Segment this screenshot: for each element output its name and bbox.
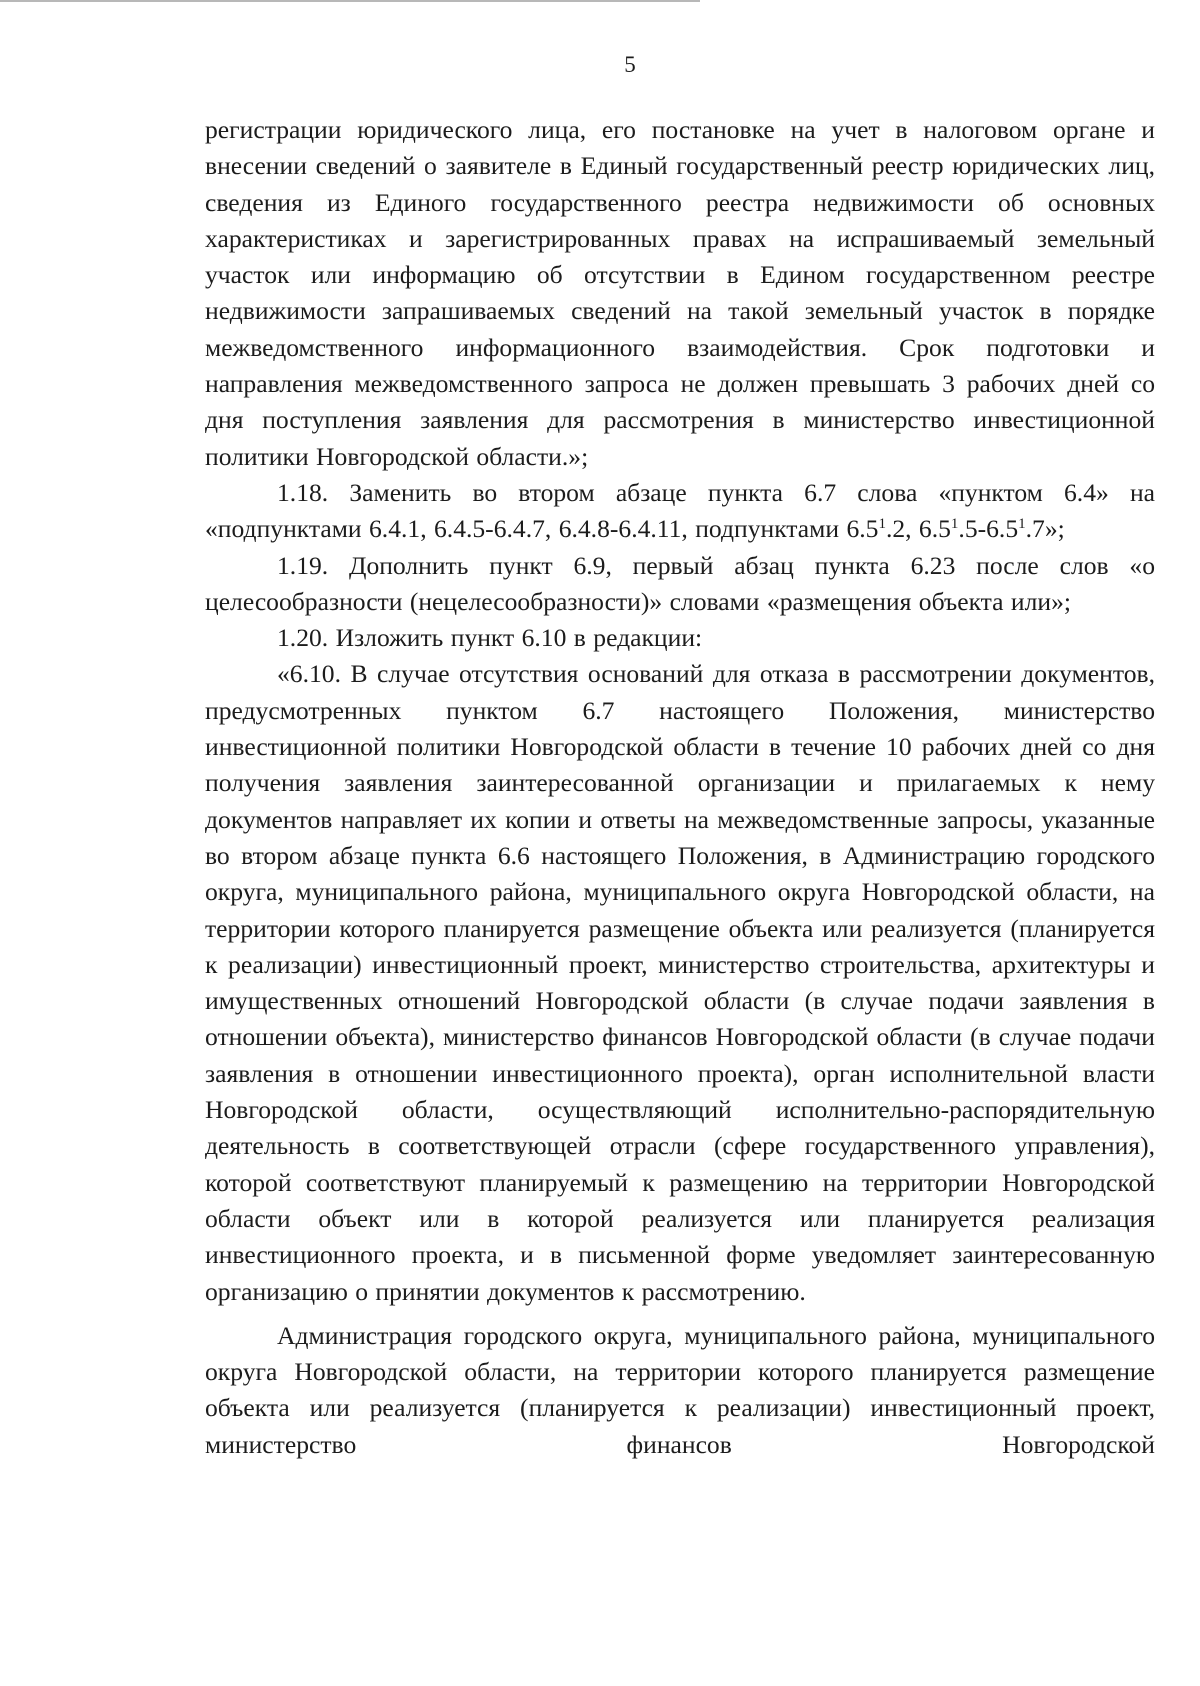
paragraph-6-10: «6.10. В случае отсутствия оснований для отказа в рассмотрении документов, предусмотренных пунктом 6.7 настоящего Положения, министерство инвестиционной политики Новгородской области в течение 10 рабочих дней со дня получения заявления заинтересованной организации и прилагаемых к нему документов направляет их копии и ответы на межведомственные запросы, указанные во втором абзаце пункта 6.6 настоящего Положения, в Администрацию городского округа, муниципального района, муниципального округа Новгородской области, на территории которого планируется размещение объекта или реализуется (планируется к реализации) инвестиционный проект, министерство строительства, архитектуры и имущественных отношений Новгородской области (в случае подачи заявления в отношении объекта), министерство финансов Новгородской области (в случае подачи заявления в отношении инвестиционного проекта), орган исполнительной власти Новгородской области, осуществляющий исполнительно-распорядительную деятельность в соответствующей отрасли (сфере государственного управления), которой соответствуют планируемый к размещению на территории Новгородской области объект или в которой реализуется или планируется реализация инвестиционного проекта, и в письменной форме уведомляет заинтересованную организацию о принятии документов к рассмотрению.	[205, 659, 1155, 1306]
paragraph-1-20: 1.20. Изложить пункт 6.10 в редакции:	[277, 623, 703, 653]
top-rule	[0, 0, 700, 2]
paragraph-1-18-text-d: .7»;	[1025, 514, 1065, 544]
paragraph-1-18-text-a: 1.18. Заменить во втором абзаце пункта 6.7 слова «пунктом 6.4» на «подпунктами 6.4.1, 6.4.5-6.4.7, 6.4.8-6.4.11, подпунктами 6.5	[205, 477, 1155, 544]
document-body	[205, 112, 1155, 1463]
paragraph-1-18-text-b: .2, 6.5	[885, 514, 951, 544]
superscript-one: 1	[1018, 516, 1026, 533]
paragraph-administration: Администрация городского округа, муниципального района, муниципального округа Новгородской области, на территории которого планируется размещение объекта или реализуется (планируется к реализации) инвестиционный проект, министерство финансов Новгородской	[205, 1320, 1155, 1459]
paragraph-1-18-text-c: .5-6.5	[958, 514, 1019, 544]
paragraph-continuation: регистрации юридического лица, его постановке на учет в налоговом органе и внесении сведений о заявителе в Единый государственный реестр юридических лиц, сведения из Единого государственного реестра недвижимости об основных характеристиках и зарегистрированных правах на испрашиваемый земельный участок или информацию об отсутствии в Едином государственном реестре недвижимости запрашиваемых сведений на такой земельный участок в порядке межведомственного информационного взаимодействия. Срок подготовки и направления межведомственного запроса не должен превышать 3 рабочих дней со дня поступления заявления для рассмотрения в министерство инвестиционной политики Новгородской области.»;	[205, 115, 1155, 471]
superscript-one: 1	[878, 516, 886, 533]
superscript-one: 1	[950, 516, 959, 533]
paragraph-1-19: 1.19. Дополнить пункт 6.9, первый абзац пункта 6.23 после слов «о целесообразности (нецелесообразности)» словами «размещения объекта или»;	[205, 550, 1155, 616]
paragraph-1-18	[205, 475, 1155, 548]
page-number: 5	[624, 52, 636, 77]
